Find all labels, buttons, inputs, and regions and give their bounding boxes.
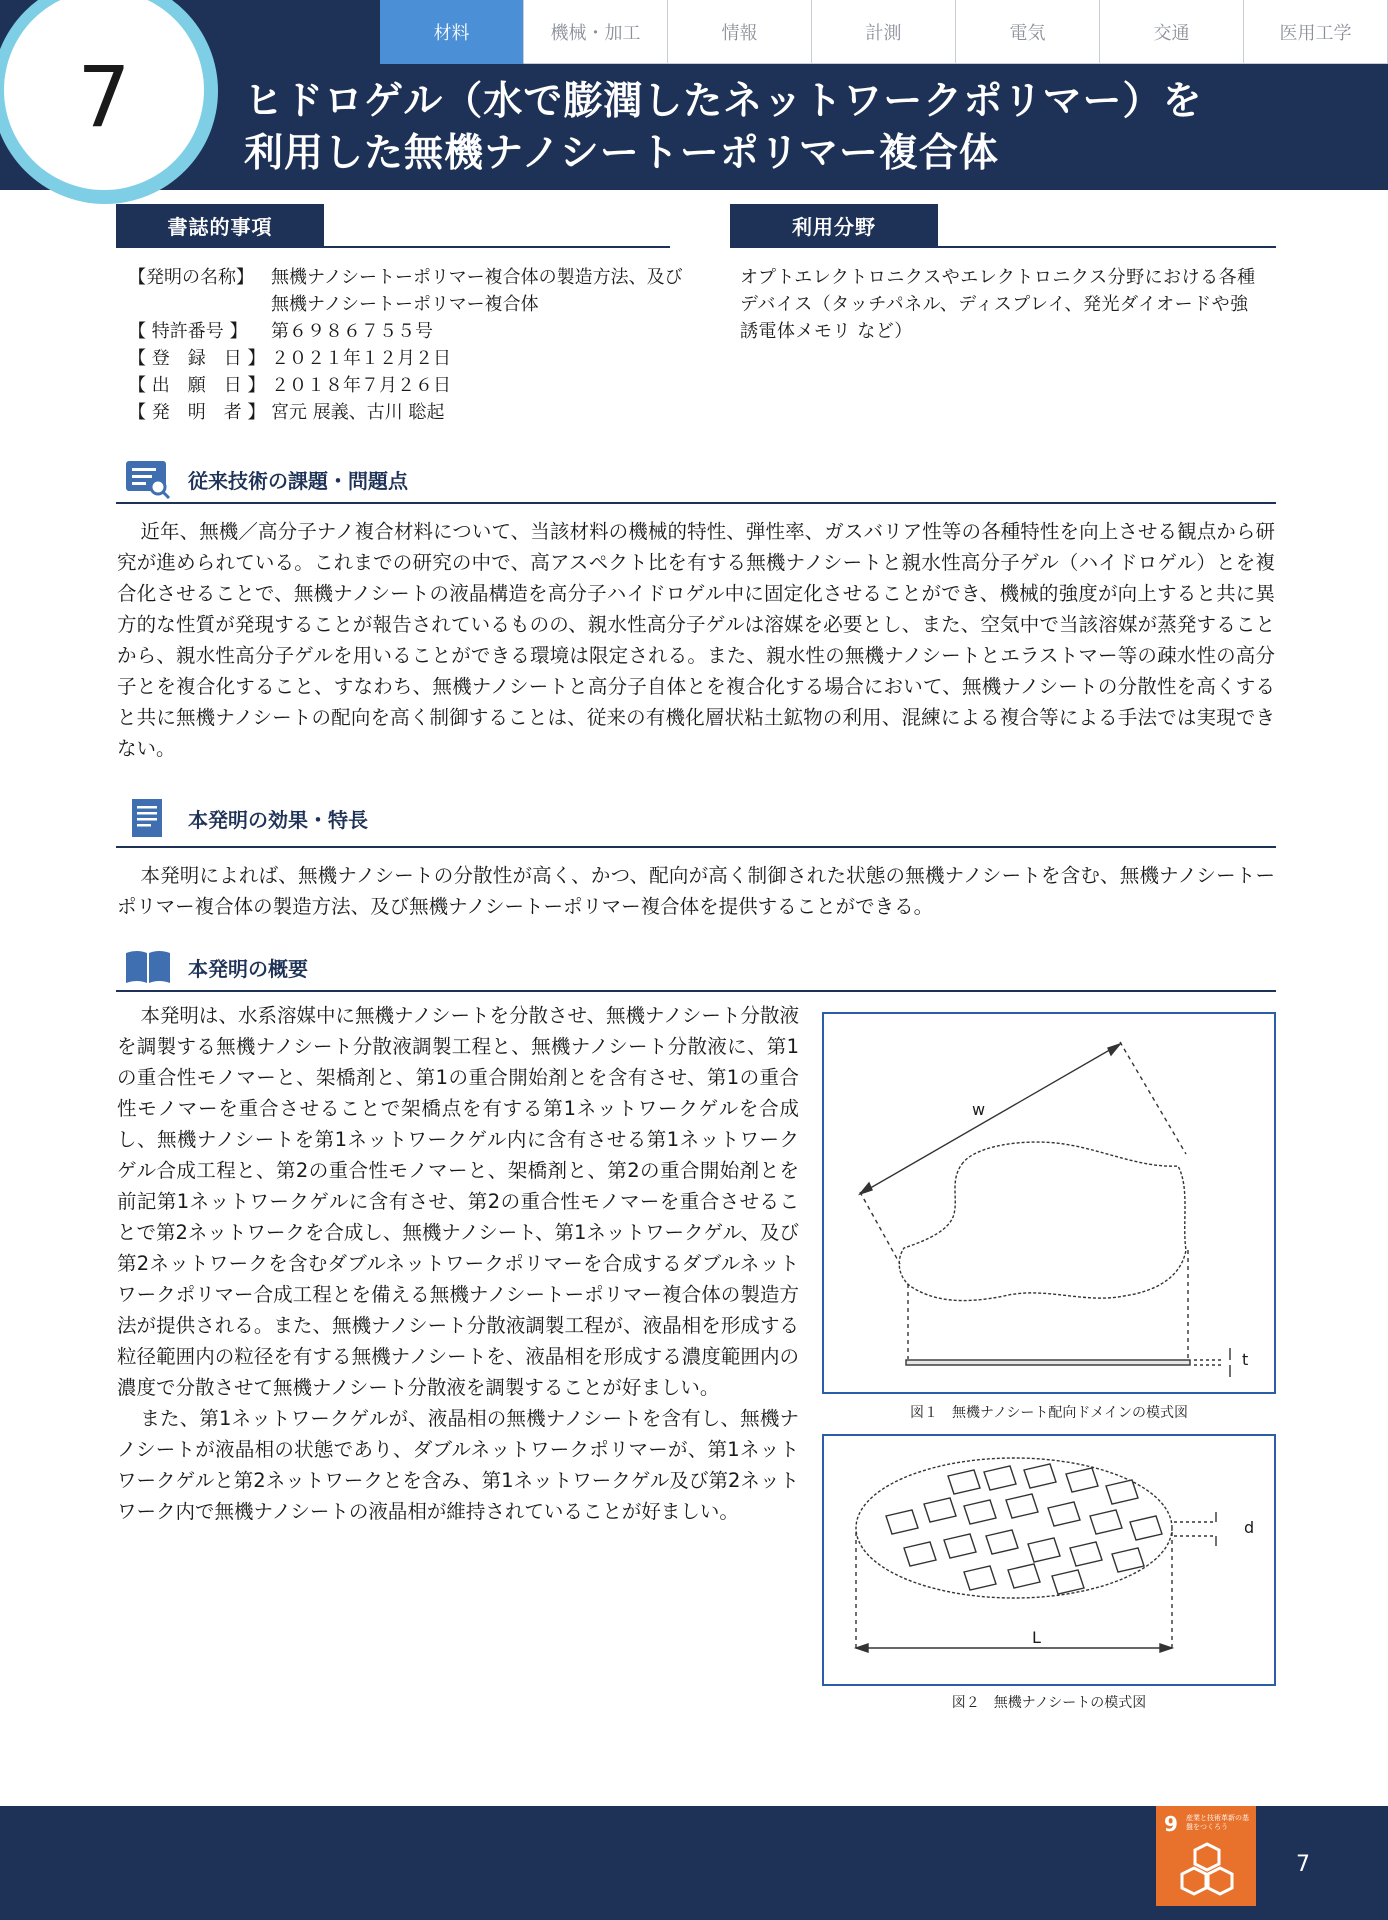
bibliography-rule — [116, 246, 670, 248]
biblio-key: 【 特許番号 】 — [128, 321, 248, 342]
overview-paragraph-1: 本発明は、水系溶媒中に無機ナノシートを分散させ、無機ナノシート分散液を調製する無機ナノシート分散液調製工程と、無機ナノシート分散液に、第1の重合性モノマーと、架橋剤と、第1の重合開始剤とを含有させ、第1の重合性モノマーを重合させることで架橋点を有する第1ネットワークゲルを合成し、無機ナノシートを第1ネットワークゲル内に含有させる第1ネットワークゲル合成工程と、第2の重合性モノマーと、架橋剤と、第2の重合開始剤とを前記第1ネットワークゲルに含有させ、第2の重合性モノマーを重合させることで第2ネットワークを合成し、無機ナノシート、第1ネットワークゲル、及び第2ネットワークを含むダブルネットワークポリマーを合成するダブルネットワークポリマー合成工程とを備える無機ナノシートーポリマー複合体の製造方法が提供される。また、無機ナノシート分散液調製工程が、液晶相を形成する粒径範囲内の粒径を有する無機ナノシートを、液晶相を形成する濃度範囲内の濃度で分散させて無機ナノシート分散液を調製することが好ましい。 — [117, 1004, 799, 1399]
sdg-number: 9 — [1164, 1812, 1178, 1836]
sdg-badge — [1156, 1806, 1256, 1906]
figure-2-caption: 図２ 無機ナノシートの模式図 — [951, 1695, 1147, 1711]
figure-1-caption: 図１ 無機ナノシート配向ドメインの模式図 — [909, 1405, 1189, 1421]
bibliography-list — [128, 264, 688, 426]
overview-heading — [124, 944, 308, 990]
overview-heading-text: 本発明の概要 — [188, 956, 308, 981]
biblio-key: 【 出 願 日 】 — [128, 375, 266, 396]
prior-art-heading-text: 従来技術の課題・問題点 — [188, 468, 408, 493]
overview-text — [117, 1000, 799, 1527]
prior-art-heading — [124, 456, 408, 502]
document-icon — [124, 798, 172, 838]
biblio-row-filing — [128, 372, 688, 399]
fig1-label-w: w — [972, 1100, 986, 1119]
fig1-label-t: t — [1242, 1350, 1249, 1369]
figure-2 — [822, 1434, 1276, 1686]
item-number: 7 — [77, 48, 131, 146]
document-search-icon — [124, 459, 172, 499]
tab-transport[interactable]: 交通 — [1100, 0, 1244, 64]
tab-machinery[interactable]: 機械・加工 — [524, 0, 668, 64]
cubes-icon — [1178, 1840, 1236, 1898]
biblio-key: 【 登 録 日 】 — [128, 348, 266, 369]
fig2-label-d: d — [1244, 1518, 1255, 1537]
biblio-value: 宮元 展義、古川 聡起 — [271, 402, 445, 423]
biblio-row-registration — [128, 345, 688, 372]
effect-heading-text: 本発明の効果・特長 — [188, 807, 368, 832]
overview-rule — [116, 990, 1276, 992]
page-number: 7 — [1296, 1852, 1310, 1877]
effect-text: 本発明によれば、無機ナノシートの分散性が高く、かつ、配向が高く制御された状態の無機ナノシートを含む、無機ナノシートーポリマー複合体の製造方法、及び無機ナノシートーポリマー複合体を提供することができる。 — [117, 864, 1275, 918]
biblio-row-patent-no — [128, 318, 688, 345]
title-line-1: ヒドロゲル（水で膨潤したネットワークポリマー）を — [244, 79, 1203, 124]
tab-medical[interactable]: 医用工学 — [1244, 0, 1388, 64]
field-rule — [730, 246, 1276, 248]
effect-heading — [124, 795, 368, 841]
sdg-text: 産業と技術革新の基盤をつくろう — [1186, 1814, 1249, 1831]
title-line-2: 利用した無機ナノシートーポリマー複合体 — [244, 131, 999, 176]
biblio-value: 第６９８６７５５号 — [271, 321, 433, 342]
biblio-value: 無機ナノシートーポリマー複合体の製造方法、及び無機ナノシートーポリマー複合体 — [271, 267, 683, 315]
field-heading: 利用分野 — [730, 204, 938, 246]
biblio-value: ２０２１年１２月２日 — [271, 348, 451, 369]
figure-1 — [822, 1012, 1276, 1394]
nanosheet-domain-diagram — [824, 1014, 1274, 1392]
bibliography-heading: 書誌的事項 — [116, 204, 324, 246]
overview-paragraph-2: また、第1ネットワークゲルが、液晶相の無機ナノシートを含有し、無機ナノシートが液晶相の状態であり、ダブルネットワークポリマーが、第1ネットワークゲルと第2ネットワークとを含み、第1ネットワークゲル及び第2ネットワーク内で無機ナノシートの液晶相が維持されていることが好ましい。 — [117, 1407, 799, 1523]
biblio-value: ２０１８年７月２６日 — [271, 375, 451, 396]
fig2-label-l: L — [1032, 1628, 1041, 1647]
biblio-key: 【発明の名称】 — [128, 267, 254, 288]
nanosheet-diagram — [824, 1436, 1274, 1684]
tab-measurement[interactable]: 計測 — [812, 0, 956, 64]
tab-materials[interactable]: 材料 — [380, 0, 524, 64]
biblio-row-title — [128, 264, 688, 318]
biblio-row-inventor — [128, 399, 688, 426]
prior-art-text: 近年、無機／高分子ナノ複合材料について、当該材料の機械的特性、弾性率、ガスバリア性等の各種特性を向上させる観点から研究が進められている。これまでの研究の中で、高アスペクト比を有する無機ナノシートと親水性高分子ゲル（ハイドロゲル）とを複合化させることで、無機ナノシートの液晶構造を高分子ハイドロゲル中に固定化させることができ、機械的強度が向上すると共に異方的な性質が発現することが報告されているものの、親水性高分子ゲルは溶媒を必要とし、また、空気中で当該溶媒が蒸発することから、親水性高分子ゲルを用いることができる環境は限定される。また、親水性の無機ナノシートとエラストマー等の疎水性の高分子とを複合化すること、すなわち、無機ナノシートと高分子自体とを複合化する場合において、無機ナノシートの分散性を高くすると共に無機ナノシートの配向を高く制御することは、従来の有機化層状粘土鉱物の利用、混練による複合等による手法では実現できない。 — [117, 520, 1275, 760]
page-title — [244, 76, 1364, 180]
tab-electric[interactable]: 電気 — [956, 0, 1100, 64]
open-book-icon — [124, 947, 172, 987]
category-tabs — [380, 0, 1388, 64]
effect-rule — [116, 846, 1276, 848]
tab-information[interactable]: 情報 — [668, 0, 812, 64]
prior-art-rule — [116, 502, 1276, 504]
field-text: オプトエレクトロニクスやエレクトロニクス分野における各種デバイス（タッチパネル、ディスプレイ、発光ダイオードや強誘電体メモリ など） — [740, 267, 1256, 342]
biblio-key: 【 発 明 者 】 — [128, 402, 266, 423]
